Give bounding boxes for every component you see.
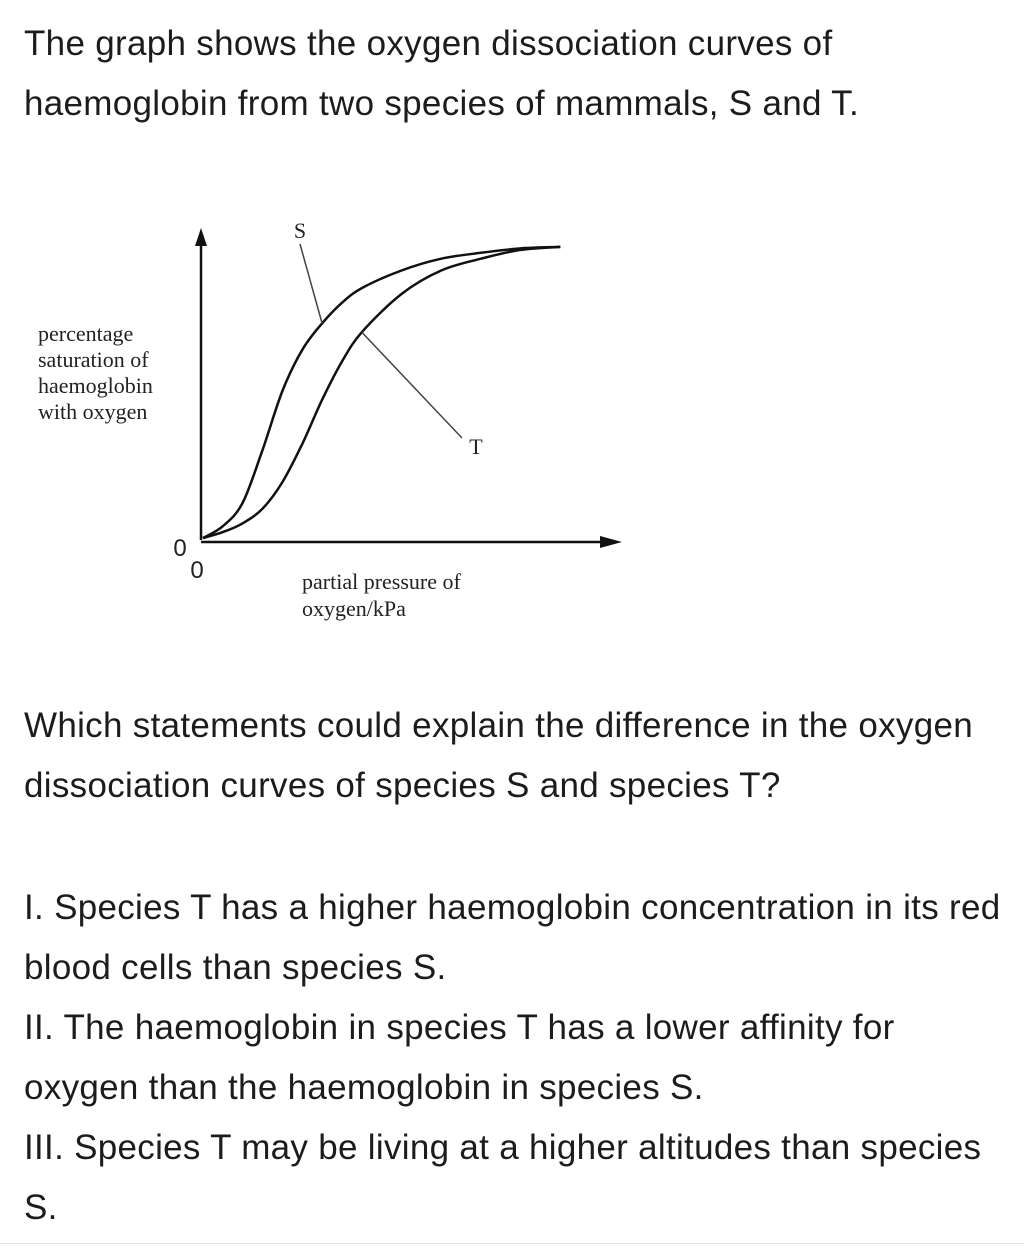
annotation-leader-s bbox=[300, 244, 322, 323]
series-layer bbox=[203, 247, 560, 538]
y-axis-arrow-icon bbox=[195, 228, 207, 246]
origin-x-label: 0 bbox=[190, 557, 204, 584]
statement-item: I. Species T has a higher haemoglobin concentration in its red blood cells than species S. bbox=[24, 888, 1001, 987]
y-axis-label-line: saturation of bbox=[38, 347, 149, 372]
y-axis-label-line: haemoglobin bbox=[38, 373, 153, 398]
question-text: Which statements could explain the difference in the oxygen dissociation curves of species S and species T? bbox=[24, 706, 973, 805]
oxygen-dissociation-chart bbox=[0, 200, 1024, 640]
x-axis-label bbox=[302, 569, 466, 621]
chart-axes bbox=[195, 228, 622, 548]
annotation-label-s: S bbox=[293, 218, 307, 243]
intro-text: The graph shows the oxygen dissociation curves of haemoglobin from two species of mammals, S and T. bbox=[24, 24, 859, 123]
annotation-leader-t bbox=[362, 332, 462, 438]
y-axis-label-line: percentage bbox=[38, 321, 134, 346]
statement-item: III. Species T may be living at a higher altitudes than species S. bbox=[24, 1128, 982, 1227]
y-axis-label-line: with oxygen bbox=[38, 399, 148, 424]
series-t-curve bbox=[203, 247, 560, 538]
x-axis-label-line: oxygen/kPa bbox=[302, 596, 406, 621]
annotation-label-t: T bbox=[469, 434, 483, 459]
y-axis-label bbox=[38, 321, 158, 424]
statement-item: II. The haemoglobin in species T has a lower affinity for oxygen than the haemoglobin in species S. bbox=[24, 1008, 895, 1107]
series-s-curve bbox=[203, 247, 560, 538]
statement-list bbox=[24, 878, 1009, 1238]
x-axis-arrow-icon bbox=[600, 536, 622, 548]
origin-y-label: 0 bbox=[173, 535, 187, 562]
bottom-divider bbox=[0, 1243, 1024, 1244]
x-axis-label-line: partial pressure of bbox=[302, 569, 461, 594]
annotation-layer bbox=[294, 218, 483, 459]
